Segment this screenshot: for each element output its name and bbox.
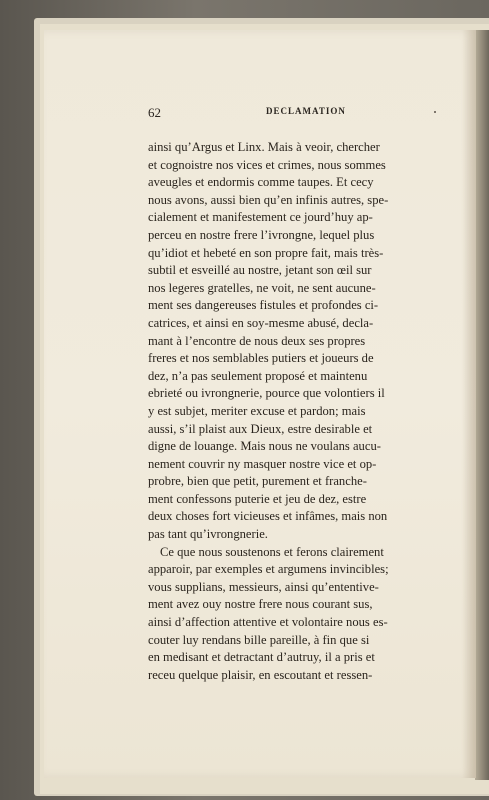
text-line: apparoir, par exemples et argumens invincibles; [148, 562, 389, 577]
text-line: vous supplians, messieurs, ainsi qu’ententive- [148, 579, 379, 594]
text-line: aveugles et endormis comme taupes. Et cecy [148, 175, 374, 190]
book-spine [475, 30, 489, 780]
text-line: nous avons, aussi bien qu’en infinis autres, spe- [148, 192, 389, 207]
text-line: ainsi qu’Argus et Linx. Mais à veoir, chercher [148, 140, 380, 154]
text-line: ainsi d’affection attentive et volontaire nous es- [148, 615, 388, 630]
paragraph [148, 139, 452, 544]
text-line: en medisant et detractant d’autruy, il a pris et [148, 650, 375, 665]
text-line: nement couvrir ny masquer nostre vice et op- [148, 456, 377, 471]
text-line: mant à l’encontre de nous deux ses propres [148, 333, 366, 348]
text-line: freres et nos semblables putiers et joueurs de [148, 351, 374, 366]
text-line: ment ses dangereuses fistules et profondes ci- [148, 298, 379, 313]
page-edge-shading [462, 30, 476, 778]
text-line: ment confessons puterie et jeu de dez, estre [148, 491, 367, 506]
page-number: 62 [148, 105, 161, 120]
text-line: dez, n’a pas seulement proposé et maintenu [148, 368, 368, 383]
text-line: receu quelque plaisir, en escoutant et ressen- [148, 667, 373, 682]
text-line: deux choses fort vicieuses et infâmes, mais non [148, 509, 388, 524]
text-line: Ce que nous soustenons et ferons clairement [160, 544, 384, 559]
text-line: catrices, et ainsi en soy-mesme abusé, decla- [148, 315, 374, 330]
text-line: aussi, s’il plaist aux Dieux, estre desirable et [148, 421, 373, 436]
text-line: subtil et esveillé au nostre, jetant son œil sur [148, 263, 372, 278]
text-line: pas tant qu’ivrongnerie. [148, 527, 268, 542]
text-line: qu’idiot et hebeté en son propre fait, mais très- [148, 245, 384, 260]
text-line: ment avez ouy nostre frere nous courant sus, [148, 597, 373, 612]
running-head: DECLAMATION [266, 106, 346, 116]
body-text [148, 139, 452, 684]
text-line: ebrieté ou ivrongnerie, pource que volontiers il [148, 386, 385, 401]
text-line: nos legeres gratelles, ne voit, ne sent aucune- [148, 280, 376, 295]
text-line: cialement et manifestement ce jourd’huy ap- [148, 210, 373, 225]
text-line: y est subjet, meriter excuse et pardon; mais [148, 403, 366, 418]
page-header [148, 105, 452, 121]
header-dot-mark [434, 111, 436, 113]
text-line: probre, bien que petit, purement et franche- [148, 474, 367, 489]
text-line: et cognoistre nos vices et crimes, nous sommes [148, 157, 386, 172]
text-line: perceu en nostre frere l’ivrongne, lequel plus [148, 227, 375, 242]
text-line: couter luy rendans bille pareille, à fin que si [148, 632, 370, 647]
text-line: digne de louange. Mais nous ne voulans aucu- [148, 439, 381, 454]
paragraph [148, 544, 452, 685]
